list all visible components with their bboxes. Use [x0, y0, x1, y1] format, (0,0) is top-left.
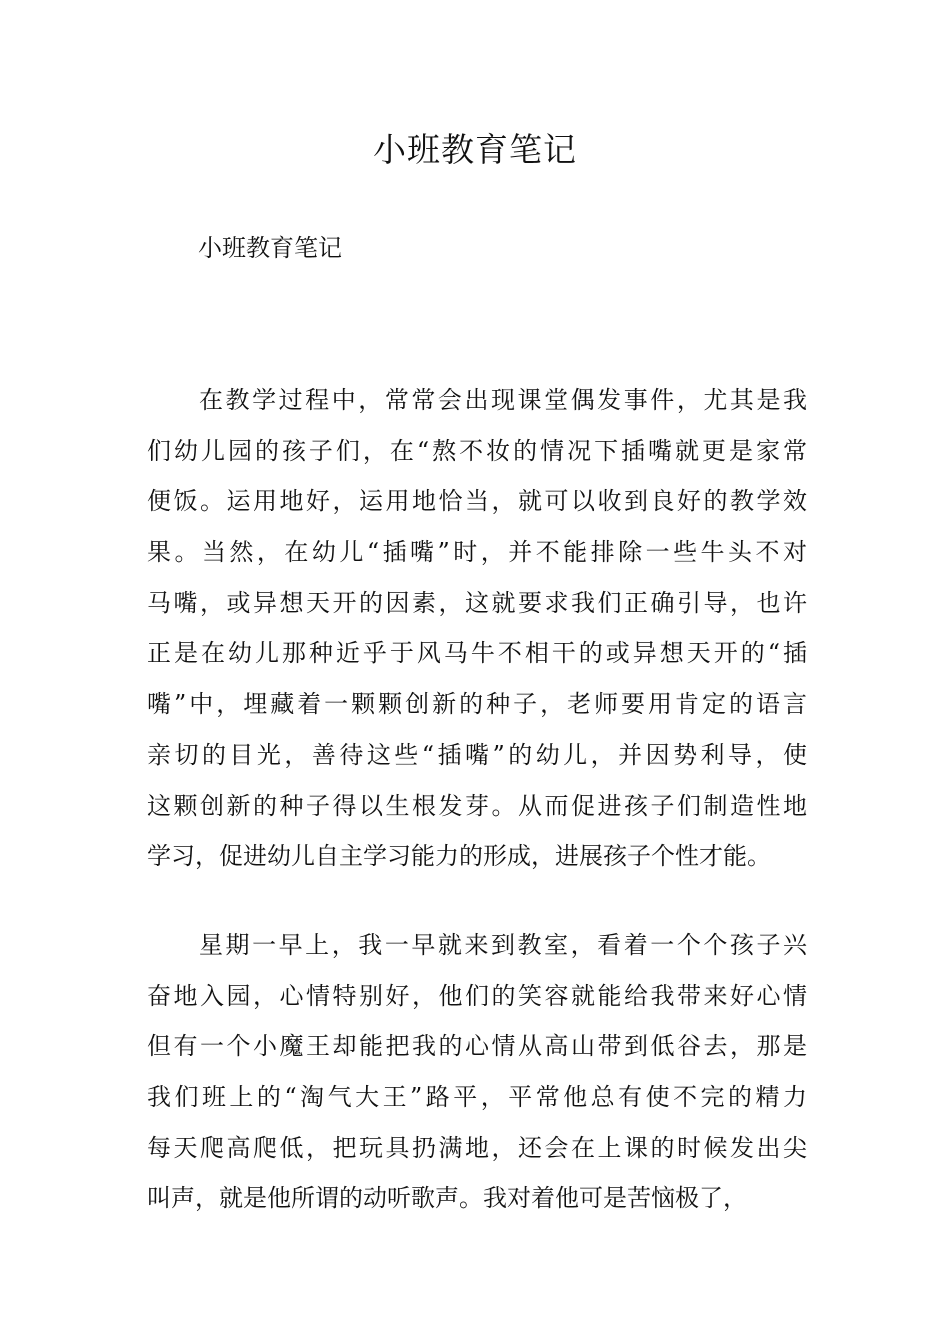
paragraph-line: 们幼儿园的孩子们，在“熬不妆的情况下插嘴就更是家常	[147, 436, 807, 465]
paragraph-line: 奋地入园，心情特别好，他们的笑容就能给我带来好心情	[147, 981, 807, 1010]
paragraph-line: 这颗创新的种子得以生根发芽。从而促进孩子们制造性地	[147, 791, 807, 820]
paragraph-line: 果。当然，在幼儿“插嘴”时，并不能排除一些牛头不对	[147, 538, 807, 567]
paragraph-line: 每天爬高爬低，把玩具扔满地，还会在上课的时候发出尖	[147, 1133, 807, 1162]
paragraph-line: 星期一早上，我一早就来到教室，看着一个个孩子兴	[199, 931, 807, 959]
paragraph-line: 但有一个小魔王却能把我的心情从高山带到低谷去，那是	[147, 1032, 807, 1061]
paragraph-line: 便饭。运用地好，运用地恰当，就可以收到良好的教学效	[147, 487, 807, 516]
document-subtitle: 小班教育笔记	[198, 234, 342, 262]
paragraph-2	[147, 920, 807, 1224]
paragraph-line: 在教学过程中，常常会出现课堂偶发事件，尤其是我	[199, 386, 807, 414]
paragraph-line: 亲切的目光，善待这些“插嘴”的幼儿，并因势利导，使	[147, 740, 807, 769]
paragraph-line: 正是在幼儿那种近乎于风马牛不相干的或异想天开的“插	[147, 639, 807, 668]
paragraph-line: 马嘴，或异想天开的因素，这就要求我们正确引导，也许	[147, 588, 807, 617]
document-title: 小班教育笔记	[373, 130, 577, 169]
paragraph-line: 嘴”中，埋藏着一颗颗创新的种子，老师要用肯定的语言	[147, 690, 807, 719]
paragraph-1	[147, 375, 807, 882]
paragraph-line: 学习，促进幼儿自主学习能力的形成，进展孩子个性才能。	[147, 842, 771, 871]
paragraph-line: 我们班上的“淘气大王”路平，平常他总有使不完的精力	[147, 1083, 807, 1112]
paragraph-line: 叫声，就是他所谓的动听歌声。我对着他可是苦恼极了，	[147, 1184, 747, 1213]
